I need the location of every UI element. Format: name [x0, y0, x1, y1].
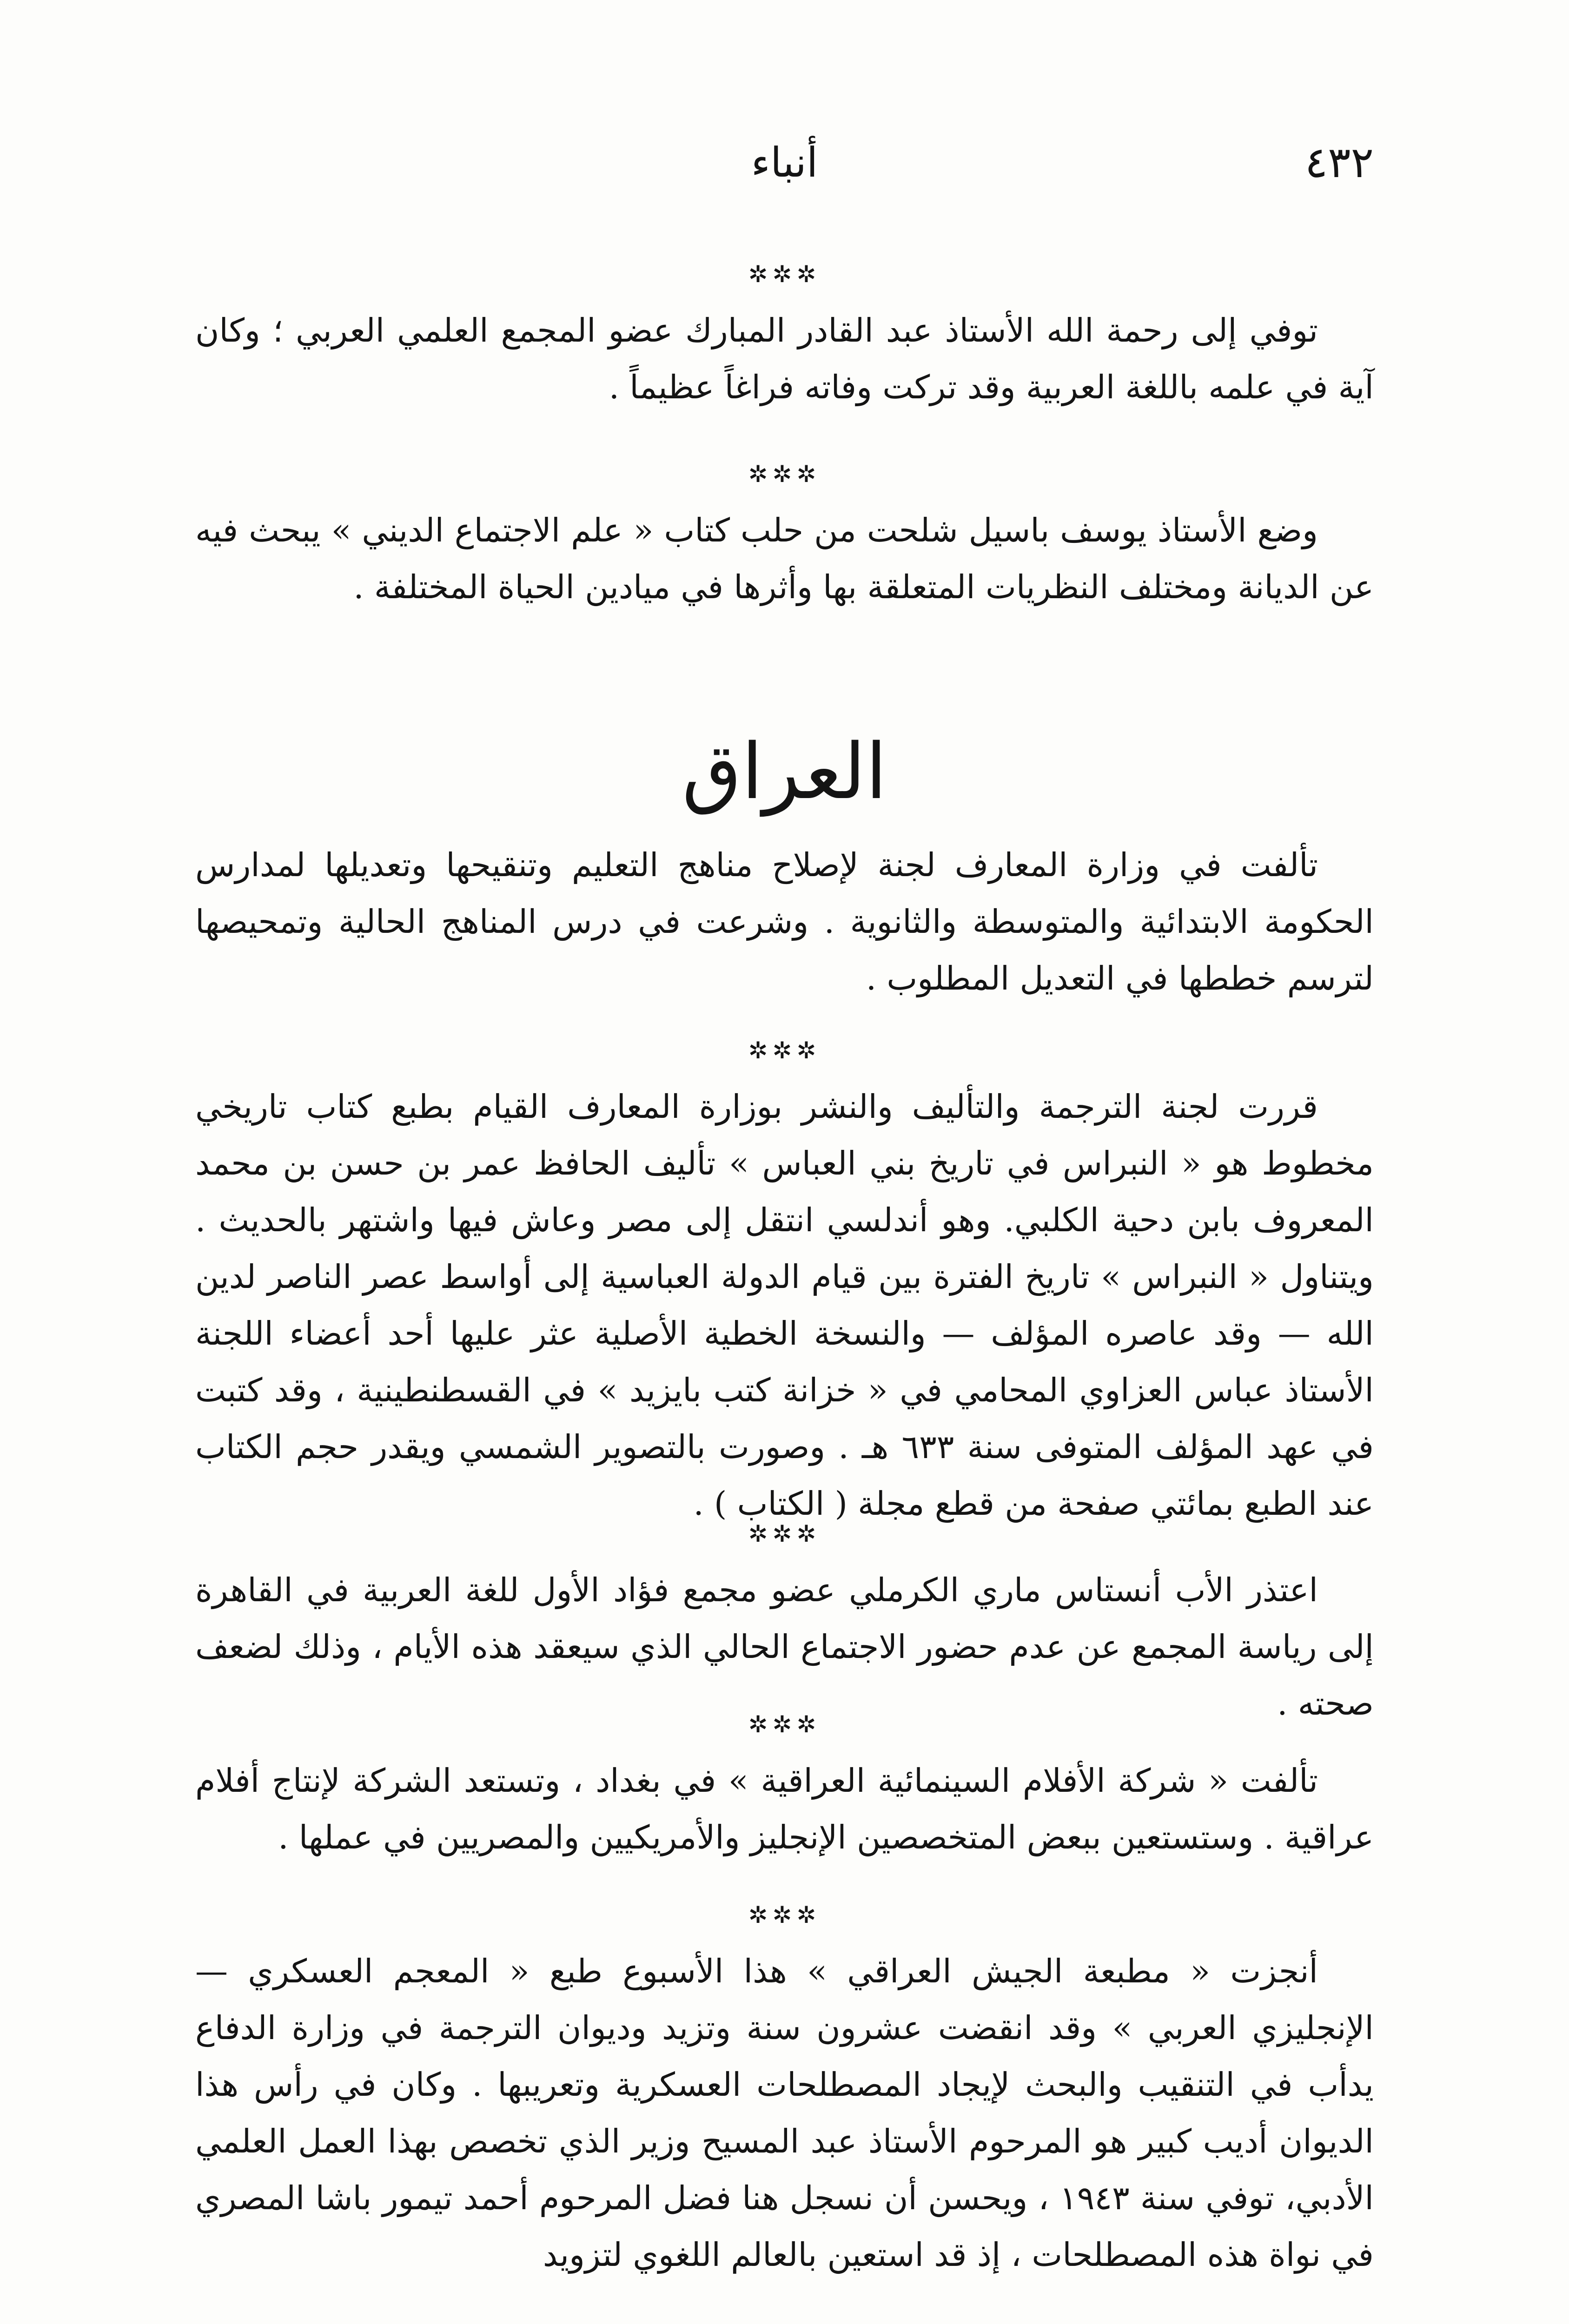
star-separator: ✲✲✲ [748, 261, 821, 288]
news-item [195, 1562, 1374, 1732]
section-title: أنباء [751, 139, 818, 186]
country-heading-iraq: العراق [682, 727, 887, 816]
running-head [195, 135, 1374, 200]
news-item-text: اعتذر الأب أنستاس ماري الكرملي عضو مجمع فؤاد الأول للغة العربية في القاهرة إلى رياسة المجمع عن عدم حضور الاجتماع الحالي الذي سيعقد هذه الأيام ، وذلك لضعف صحته . [195, 1571, 1374, 1723]
news-item [195, 1943, 1374, 2283]
news-item-text: تألفت في وزارة المعارف لجنة لإصلاح مناهج التعليم وتنقيحها وتعديلها لمدارس الحكومة الابتدائية والمتوسطة والثانوية . وشرعت في درس المناهج الحالية وتمحيصها لترسم خططها في التعديل المطلوب . [195, 846, 1374, 997]
star-separator: ✲✲✲ [748, 1037, 821, 1064]
star-separator: ✲✲✲ [748, 1711, 821, 1738]
star-separator: ✲✲✲ [748, 1520, 821, 1547]
news-item [195, 502, 1374, 615]
star-separator: ✲✲✲ [748, 461, 821, 488]
news-item [195, 837, 1374, 1007]
star-separator: ✲✲✲ [748, 1901, 821, 1928]
news-item-text: قررت لجنة الترجمة والتأليف والنشر بوزارة المعارف القيام بطبع كتاب تاريخي مخطوط هو « النبراس في تاريخ بني العباس » تأليف الحافظ عمر بن حسن بن محمد المعروف بابن دحية الكلبي. وهو أندلسي انتقل إلى مصر وعاش فيها واشتهر بالحديث . ويتناول « النبراس » تاريخ الفترة بين قيام الدولة العباسية إلى أواسط عصر الناصر لدين الله — وقد عاصره المؤلف — والنسخة الخطية الأصلية عثر عليها أحد أعضاء اللجنة الأستاذ عباس العزاوي المحامي في « خزانة كتب بايزيد » في القسطنطينية ، وقد كتبت في عهد المؤلف المتوفى سنة ٦٣٣ هـ . وصورت بالتصوير الشمسي ويقدر حجم الكتاب عند الطبع بمائتي صفحة من قطع مجلة ( الكتاب ) . [195, 1088, 1374, 1523]
news-item-text: تألفت « شركة الأفلام السينمائية العراقية » في بغداد ، وتستعد الشركة لإنتاج أفلام عراقية . وستستعين ببعض المتخصصين الإنجليز والأمريكيين والمصريين في عملها . [195, 1762, 1374, 1856]
news-item [195, 1078, 1374, 1532]
news-item [195, 1752, 1374, 1866]
news-item [195, 302, 1374, 416]
news-item-text: أنجزت « مطبعة الجيش العراقي » هذا الأسبوع طبع « المعجم العسكري — الإنجليزي العربي » وقد انقضت عشرون سنة وتزيد وديوان الترجمة في وزارة الدفاع يدأب في التنقيب والبحث لإيجاد المصطلحات العسكرية وتعريبها . وكان في رأس هذا الديوان أديب كبير هو المرحوم الأستاذ عبد المسيح وزير الذي تخصص بهذا العمل العلمي الأدبي، توفي سنة ١٩٤٣ ، ويحسن أن نسجل هنا فضل المرحوم أحمد تيمور باشا المصري في نواة هذه المصطلحات ، إذ قد استعين بالعالم اللغوي لتزويد [195, 1952, 1374, 2274]
news-item-text: وضع الأستاذ يوسف باسيل شلحت من حلب كتاب « علم الاجتماع الديني » يبحث فيه عن الديانة ومختلف النظريات المتعلقة بها وأثرها في ميادين الحياة المختلفة . [195, 511, 1374, 606]
news-item-text: توفي إلى رحمة الله الأستاذ عبد القادر المبارك عضو المجمع العلمي العربي ؛ وكان آية في علمه باللغة العربية وقد تركت وفاته فراغاً عظيماً . [195, 311, 1374, 406]
page-number: ٤٣٢ [1304, 138, 1374, 187]
